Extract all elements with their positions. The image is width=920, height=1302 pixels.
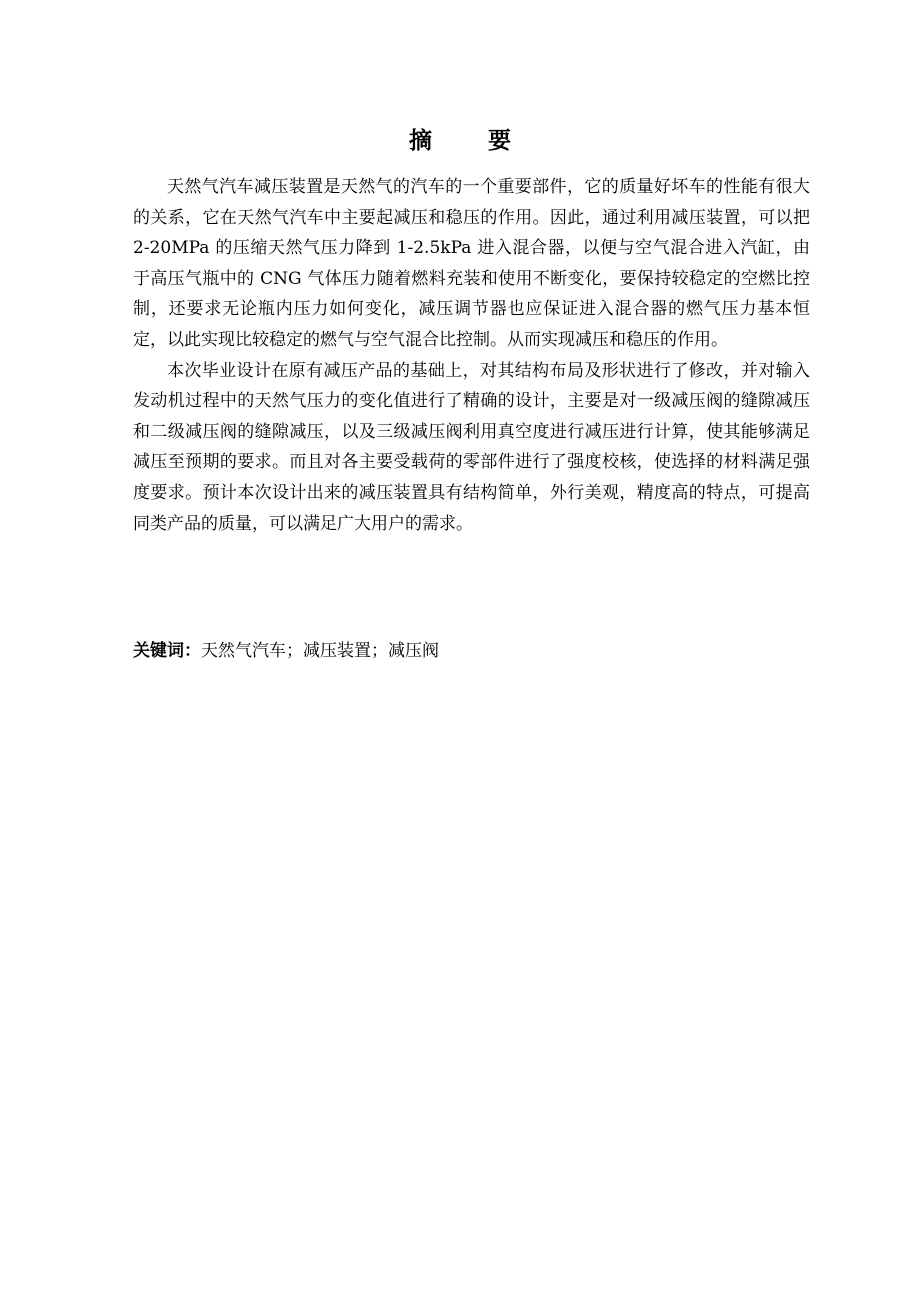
abstract-paragraph-2: 本次毕业设计在原有减压产品的基础上，对其结构布局及形状进行了修改，并对输入发动机过程中的天然气压力的变化值进行了精确的设计，主要是对一级减压阀的缝隙减压和二级减压阀的缝隙减压，以及三级减压阀利用真空度进行减压进行计算，使其能够满足减压至预期的要求。而且对各主要受载荷的零部件进行了强度校核，使选择的材料满足强度要求。预计本次设计出来的减压装置具有结构简单，外行美观，精度高的特点，可提高同类产品的质量，可以满足广大用户的需求。 [133, 360, 810, 534]
abstract-paragraph-1: 天然气汽车减压装置是天然气的汽车的一个重要部件，它的质量好坏车的性能有很大的关系，它在天然气汽车中主要起减压和稳压的作用。因此，通过利用减压装置，可以把 2-20MPa 的压缩天然气压力降到 1-2.5kPa 进入混合器，以便与空气混合进入汽缸，由于高压气瓶中的 CNG 气体压力随着燃料充装和使用不断变化，要保持较稳定的空燃比控制，还要求无论瓶内压力如何变化，减压调节器也应保证进入混合器的燃气压力基本恒定，以此实现比较稳定的燃气与空气混合比控制。从而实现减压和稳压的作用。 [133, 177, 810, 350]
abstract-body [133, 172, 810, 539]
page-title: 摘 要 [408, 128, 535, 154]
keywords-label: 关键词： [133, 641, 201, 661]
keywords-value: 天然气汽车；减压装置；减压阀 [201, 641, 439, 661]
keywords-line [133, 636, 810, 666]
